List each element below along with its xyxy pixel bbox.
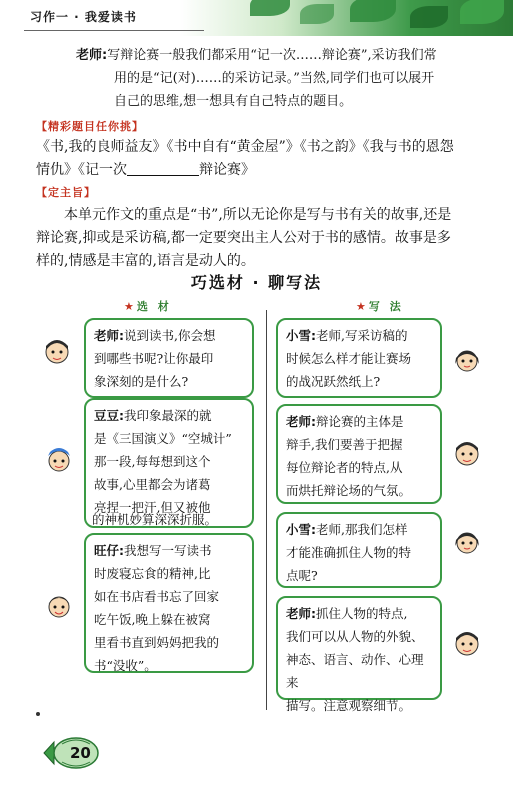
theme-tag: 【定主旨】 [36, 186, 96, 199]
speech-bubble-teacher-3: 老师:抓住人物的特点, 我们可以从人物的外貌、 神态、语言、动作、心理来 描写。注意观察细节。 [276, 596, 442, 700]
theme-line2: 辩论赛,抑或是采访稿,都一定要突出主人公对于书的感情。故事是多 [36, 230, 451, 246]
theme-line3: 样的,情感是丰富的,语言是动人的。 [36, 253, 255, 269]
column-divider [266, 310, 267, 710]
header-title: 习作一 · 我爱读书 [30, 10, 137, 24]
xiaoxue-avatar-icon [452, 526, 482, 556]
speech-bubble-doudou-last-line: 的神机妙算深深折服。 [92, 512, 218, 527]
teacher-avatar-icon [452, 438, 482, 468]
speech-bubble-teacher-1: 老师:说到读书,你会想 到哪些书呢?让你最印 象深刻的是什么? [84, 318, 254, 398]
leaf-decoration [300, 4, 334, 24]
theme-paragraph [36, 204, 494, 273]
section-title: 巧选材 · 聊写法 [190, 273, 323, 292]
teacher-intro-line3: 自己的思维,想一想具有自己特点的题目。 [114, 94, 353, 109]
speech-bubble-doudou: 豆豆:我印象最深的就 是《三国演义》“空城计” 那一段,每每想到这个 故事,心里都会为诸葛 亮捏一把汗,但又被他 [84, 398, 254, 528]
xiaoxue-avatar-icon [452, 344, 482, 374]
page-number: 20 [70, 744, 91, 762]
footer-dot [36, 712, 40, 716]
titles-tag: 【精彩题目任你挑】 [36, 120, 144, 133]
title-suggestions-line1: 《书,我的良师益友》《书中自有“黄金屋”》《书之韵》《我与书的恩怨 [36, 139, 454, 155]
title-suggestions-line2 [36, 159, 494, 182]
teacher-intro-speaker: 老师: [76, 48, 108, 63]
speech-bubble-xiaoxue-1: 小雪:老师,写采访稿的 时候怎么样才能让赛场 的战况跃然纸上? [276, 318, 442, 398]
fill-in-blank [127, 161, 199, 176]
speech-bubble-xiaoxue-2: 小雪:老师,那我们怎样 才能准确抓住人物的特 点呢? [276, 512, 442, 588]
teacher-intro [76, 44, 488, 113]
left-column-head: ★选 材 [124, 300, 172, 313]
leaf-decoration [250, 0, 290, 16]
doudou-avatar-icon [44, 444, 74, 474]
leaf-decoration [410, 6, 448, 28]
teacher-intro-line1: 写辩论赛一般我们都采用“记一次……辩论赛”,采访我们常 [107, 48, 437, 63]
title-suggestions-line2a: 情仇》《记一次 [36, 162, 127, 178]
leaf-decoration [350, 0, 396, 22]
title-suggestions-line2b: 辩论赛》 [199, 162, 255, 178]
leaf-decoration [460, 0, 504, 24]
star-icon: ★ [124, 300, 137, 313]
teacher-avatar-icon [42, 336, 72, 366]
theme-line1: 本单元作文的重点是“书”,所以无论你是写与书有关的故事,还是 [64, 207, 452, 223]
title-suggestions [36, 136, 494, 182]
header-rule [24, 30, 204, 31]
teacher-avatar-icon [452, 628, 482, 658]
star-icon: ★ [356, 300, 369, 313]
speech-bubble-wangzai: 旺仔:我想写一写读书 时废寝忘食的精神,比 如在书店看书忘了回家 吃午饭,晚上躲在被窝 里看书直到妈妈把我的 书“没收”。 [84, 533, 254, 673]
speech-bubble-teacher-2: 老师:辩论赛的主体是 辩手,我们要善于把握 每位辩论者的特点,从 而烘托辩论场的气氛。 [276, 404, 442, 504]
right-column-head: ★写 法 [356, 300, 404, 313]
wangzai-avatar-icon [44, 590, 74, 620]
teacher-intro-line2: 用的是“记(对)……的采访记录。”当然,同学们也可以展开 [114, 71, 435, 86]
